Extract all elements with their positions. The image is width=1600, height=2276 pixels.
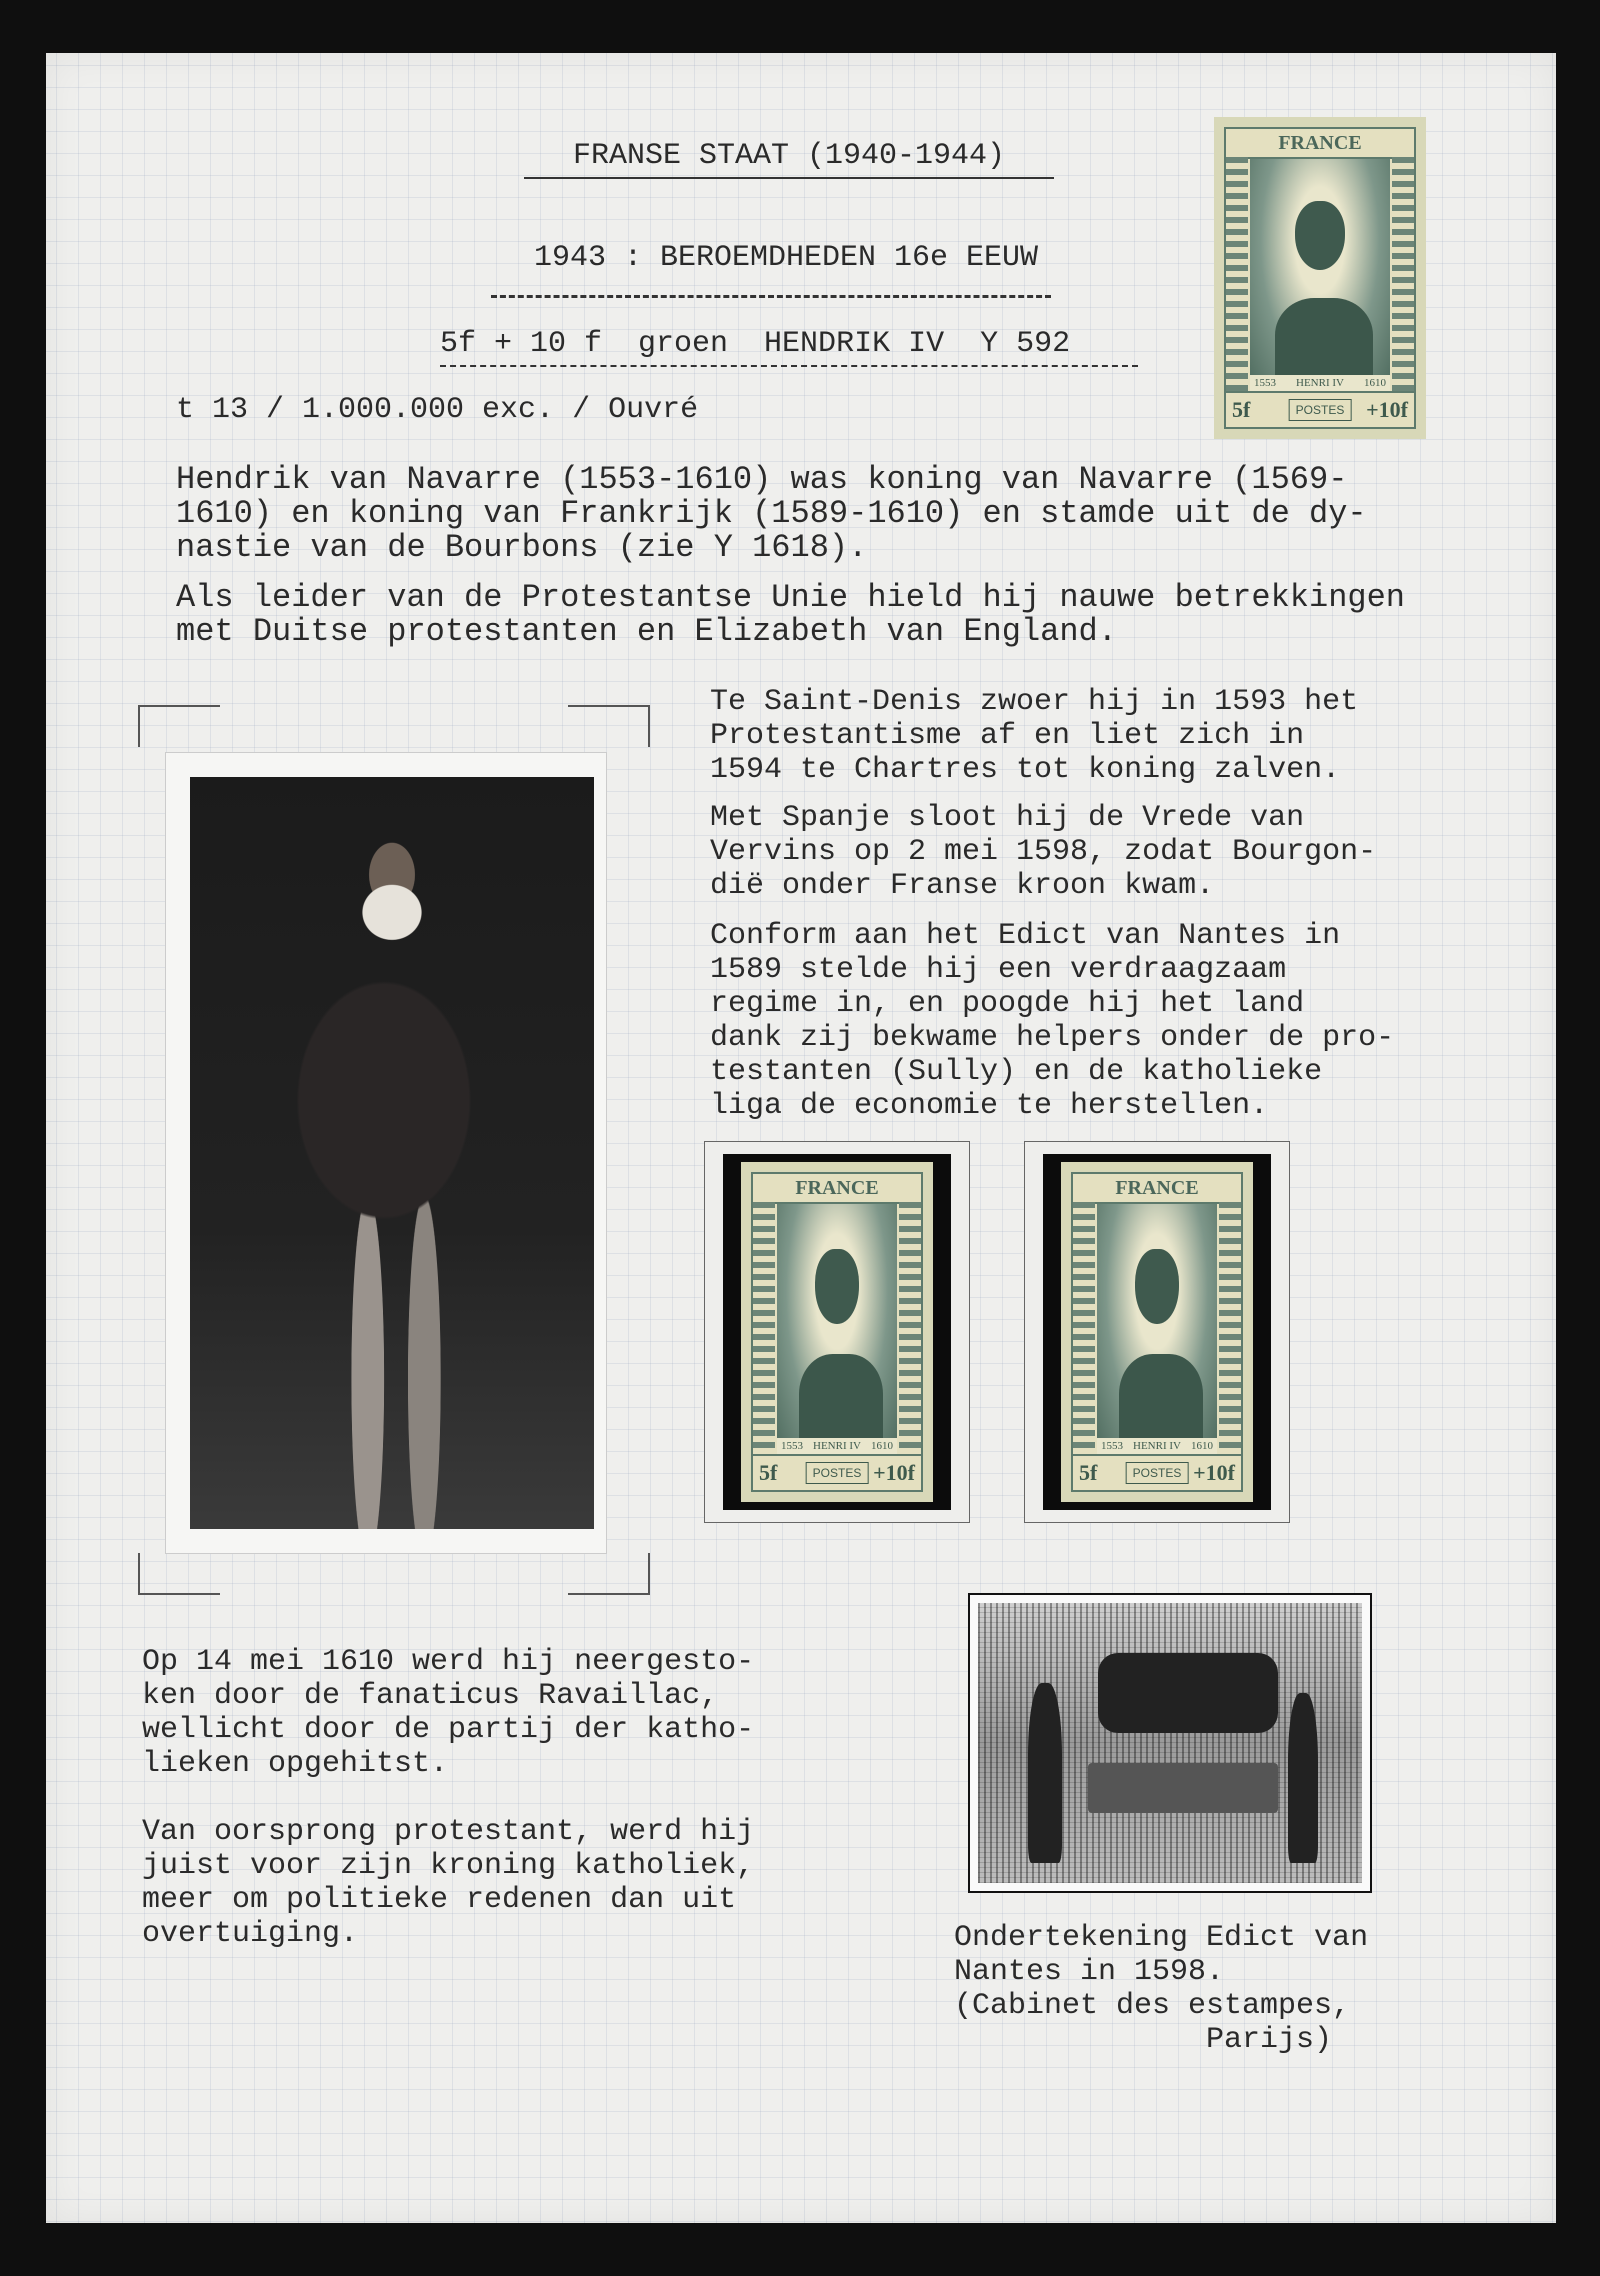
bottom-p2-l4: overtuiging. xyxy=(142,1917,359,1951)
intro-p1-l2: 1610) en koning van Frankrijk (1589-1610) en stamde uit de dy- xyxy=(176,495,1367,532)
stamp-border-left xyxy=(753,1202,775,1456)
portrait-mount xyxy=(166,753,606,1553)
stamp-country: FRANCE xyxy=(1073,1174,1241,1204)
stamp-year-left: 1553 xyxy=(1101,1440,1123,1452)
stamp-value-right: +10f xyxy=(1193,1460,1235,1485)
caption-l3: (Cabinet des estampes, xyxy=(954,1989,1351,2023)
stamp-value-left: 5f xyxy=(759,1460,778,1485)
stamp-dates xyxy=(777,1438,897,1454)
stamp-border-left xyxy=(1073,1202,1095,1456)
right-p3-l3: regime in, en poogde hij het land xyxy=(710,987,1305,1021)
stamp-head xyxy=(1295,201,1345,271)
bottom-p2-l3: meer om politieke redenen dan uit xyxy=(142,1883,737,1917)
intro-p2-l1: Als leider van de Protestantse Unie hield hij nauwe betrekkingen xyxy=(176,579,1405,616)
subtitle-dashes xyxy=(491,295,1051,298)
stamp-values xyxy=(1073,1454,1241,1490)
stamp-top-right xyxy=(1214,117,1426,439)
stamp-label: POSTES xyxy=(1126,1462,1189,1484)
issue-specs: t 13 / 1.000.000 exc. / Ouvré xyxy=(176,393,699,427)
edict-engraving xyxy=(968,1593,1372,1893)
corner-mark-tr xyxy=(568,705,650,747)
stamp-year-right: 1610 xyxy=(1191,1440,1213,1452)
stamp-face xyxy=(1224,127,1416,429)
stamp-border-right xyxy=(1219,1202,1241,1456)
stamp-mount-used xyxy=(704,1141,970,1523)
caption-l1: Ondertekening Edict van xyxy=(954,1921,1369,1955)
stamp-head xyxy=(815,1249,858,1324)
stamp-mount-mint xyxy=(1024,1141,1290,1523)
right-p3-l5: testanten (Sully) en de katholieke xyxy=(710,1055,1323,1089)
corner-mark-br xyxy=(568,1553,650,1595)
stamp-border-right xyxy=(899,1202,921,1456)
album-page xyxy=(46,53,1556,2223)
right-p1-l3: 1594 te Chartres tot koning zalven. xyxy=(710,753,1341,787)
bottom-p1-l1: Op 14 mei 1610 werd hij neergesto- xyxy=(142,1645,755,1679)
stamp-head xyxy=(1135,1249,1178,1324)
stamp-label: POSTES xyxy=(1289,399,1352,421)
stamp-portrait xyxy=(1097,1204,1217,1454)
right-p3-l1: Conform aan het Edict van Nantes in xyxy=(710,919,1341,953)
stamp-dates xyxy=(1097,1438,1217,1454)
stamp-name: HENRI IV xyxy=(813,1440,861,1452)
stamp-year-right: 1610 xyxy=(871,1440,893,1452)
intro-p2-l2: met Duitse protestanten en Elizabeth van England. xyxy=(176,613,1117,650)
stamp-border-right xyxy=(1392,157,1414,393)
right-p2-l2: Vervins op 2 mei 1598, zodat Bourgon- xyxy=(710,835,1377,869)
right-p3-l6: liga de economie te herstellen. xyxy=(710,1089,1269,1123)
engraving-crowd xyxy=(1098,1653,1278,1733)
right-p1-l1: Te Saint-Denis zwoer hij in 1593 het xyxy=(710,685,1359,719)
issue-line: 5f + 10 f groen HENDRIK IV Y 592 xyxy=(440,327,1071,361)
bottom-p2-l2: juist voor zijn kroning katholiek, xyxy=(142,1849,755,1883)
stamp-name: HENRI IV xyxy=(1296,377,1344,389)
stamp-value-right: +10f xyxy=(873,1460,915,1485)
stamp-border-left xyxy=(1226,157,1248,393)
stamp-value-left: 5f xyxy=(1232,397,1251,422)
right-p2-l1: Met Spanje sloot hij de Vrede van xyxy=(710,801,1305,835)
stamp-dates xyxy=(1250,375,1390,391)
bottom-p1-l4: lieken opgehitst. xyxy=(142,1747,449,1781)
stamp-country: FRANCE xyxy=(1226,129,1414,159)
stamp-face xyxy=(1071,1172,1243,1492)
stamp-values xyxy=(753,1454,921,1490)
stamp-mint xyxy=(1061,1162,1253,1502)
corner-mark-tl xyxy=(138,705,220,747)
engraving-image xyxy=(978,1603,1362,1883)
stamp-value-right: +10f xyxy=(1366,397,1408,422)
stamp-year-right: 1610 xyxy=(1364,377,1386,389)
stamp-country: FRANCE xyxy=(753,1174,921,1204)
caption-l4: Parijs) xyxy=(954,2023,1333,2057)
corner-mark-bl xyxy=(138,1553,220,1595)
bottom-p2-l1: Van oorsprong protestant, werd hij xyxy=(142,1815,755,1849)
stamp-portrait xyxy=(777,1204,897,1454)
intro-p1-l1: Hendrik van Navarre (1553-1610) was koning van Navarre (1569- xyxy=(176,461,1348,498)
stamp-year-left: 1553 xyxy=(1254,377,1276,389)
henri-iv-portrait xyxy=(190,777,594,1529)
issue-subtitle: 1943 : BEROEMDHEDEN 16e EEUW xyxy=(533,241,1039,275)
stamp-values xyxy=(1226,391,1414,427)
stamp-label: POSTES xyxy=(806,1462,869,1484)
bottom-p1-l2: ken door de fanaticus Ravaillac, xyxy=(142,1679,719,1713)
stamp-used xyxy=(741,1162,933,1502)
stamp-mount-black xyxy=(1043,1154,1271,1510)
stamp-value-left: 5f xyxy=(1079,1460,1098,1485)
stamp-name: HENRI IV xyxy=(1133,1440,1181,1452)
right-p1-l2: Protestantisme af en liet zich in xyxy=(710,719,1305,753)
issue-underline xyxy=(440,365,1138,367)
intro-p1-l3: nastie van de Bourbons (zie Y 1618). xyxy=(176,529,868,566)
engraving-figure xyxy=(1028,1683,1062,1863)
bottom-p1-l3: wellicht door de partij der katho- xyxy=(142,1713,755,1747)
right-p3-l2: 1589 stelde hij een verdraagzaam xyxy=(710,953,1287,987)
engraving-table xyxy=(1088,1763,1278,1813)
stamp-face xyxy=(751,1172,923,1492)
right-p3-l4: dank zij bekwame helpers onder de pro- xyxy=(710,1021,1395,1055)
stamp-mount-black xyxy=(723,1154,951,1510)
engraving-figure xyxy=(1288,1693,1318,1863)
right-p2-l3: dië onder Franse kroon kwam. xyxy=(710,869,1215,903)
stamp-portrait xyxy=(1250,159,1390,391)
caption-l2: Nantes in 1598. xyxy=(954,1955,1225,1989)
stamp-year-left: 1553 xyxy=(781,1440,803,1452)
page-title: FRANSE STAAT (1940-1944) xyxy=(524,139,1054,179)
